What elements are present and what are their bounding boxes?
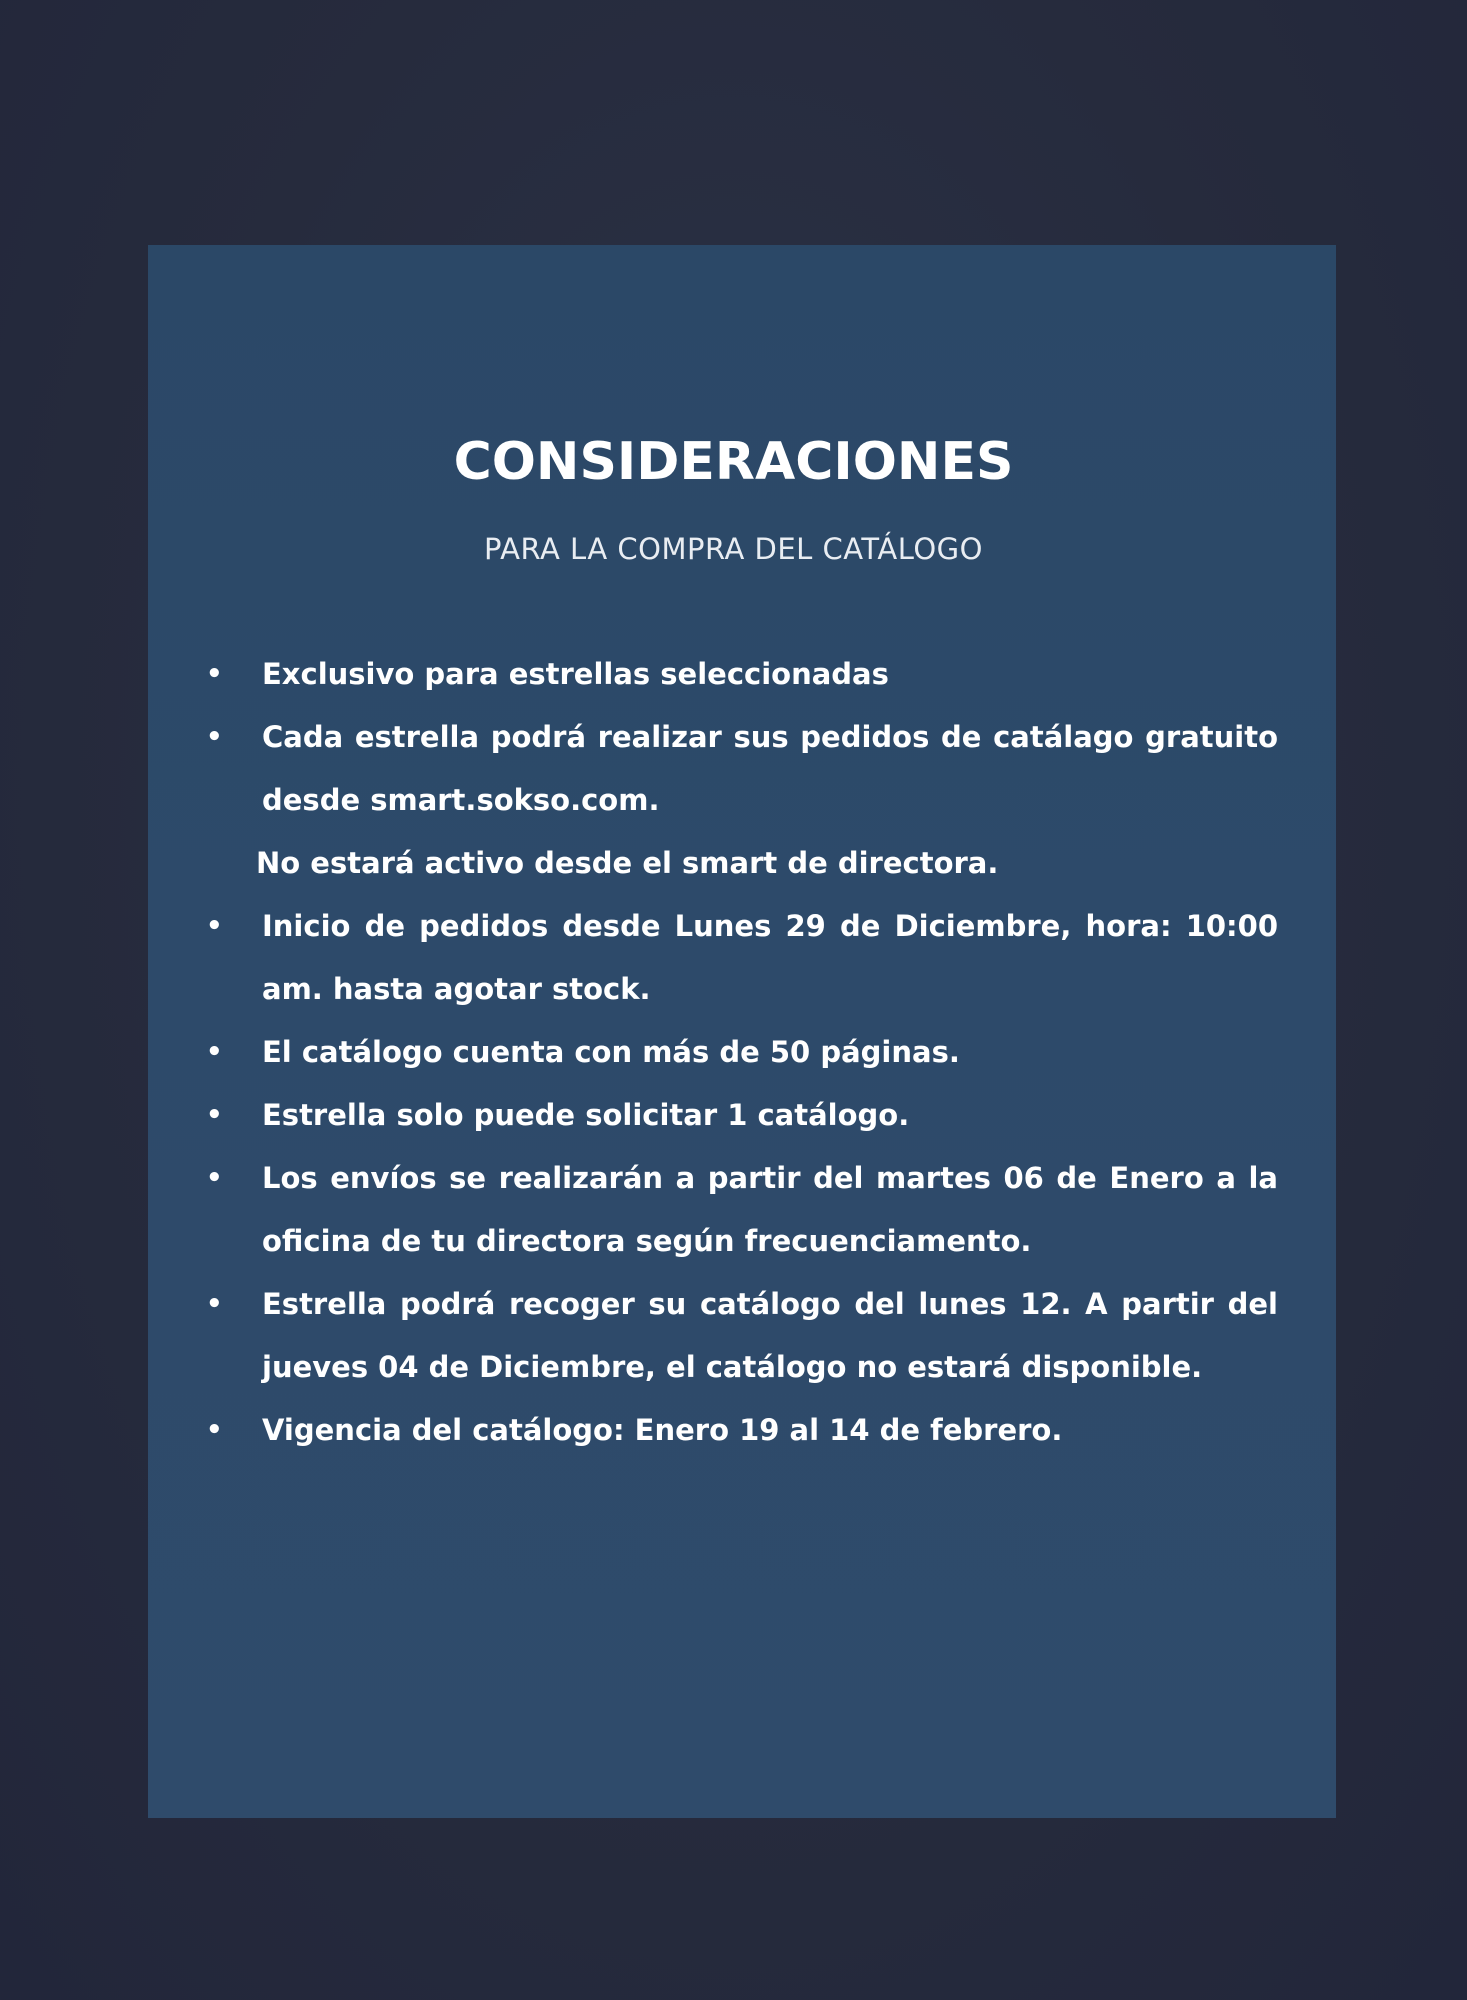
bullet-icon: • [206,1289,223,1319]
list-note [256,832,1278,895]
list-note-text: No estará activo desde el smart de directora. [256,846,999,880]
list-item [206,706,1278,832]
page-title: CONSIDERACIONES [453,432,1014,492]
list-item-text: Estrella solo puede solicitar 1 catálogo. [262,1098,910,1132]
bullet-icon: • [206,1415,223,1445]
list-item-text: Cada estrella podrá realizar sus pedidos de catálago gratuito desde smart.sokso.com. [262,720,1278,817]
bullet-icon: • [206,1163,223,1193]
page-subtitle: PARA LA COMPRA DEL CATÁLOGO [484,532,983,566]
bullet-icon: • [206,911,223,941]
list-item-text: Los envíos se realizarán a partir del martes 06 de Enero a la oficina de tu directora según frecuenciamento. [262,1161,1278,1258]
list-item-text: Estrella podrá recoger su catálogo del lunes 12. A partir del jueves 04 de Diciembre, el catálogo no estará disponible. [262,1287,1278,1384]
list-item [206,1084,1278,1147]
list-item-text: Inicio de pedidos desde Lunes 29 de Diciembre, hora: 10:00 am. hasta agotar stock. [262,909,1278,1006]
bullet-icon: • [206,659,223,689]
list-item [206,1399,1278,1462]
bullet-icon: • [206,722,223,752]
bullet-icon: • [206,1100,223,1130]
list-item-text: Exclusivo para estrellas seleccionadas [262,657,889,691]
list-item [206,643,1278,706]
list-item [206,1147,1278,1273]
list-item-text: Vigencia del catálogo: Enero 19 al 14 de febrero. [262,1413,1063,1447]
list-item [206,1273,1278,1399]
bullet-icon: • [206,1037,223,1067]
considerations-list [206,643,1278,1462]
list-item [206,1021,1278,1084]
list-item [206,895,1278,1021]
list-item-text: El catálogo cuenta con más de 50 páginas. [262,1035,960,1069]
